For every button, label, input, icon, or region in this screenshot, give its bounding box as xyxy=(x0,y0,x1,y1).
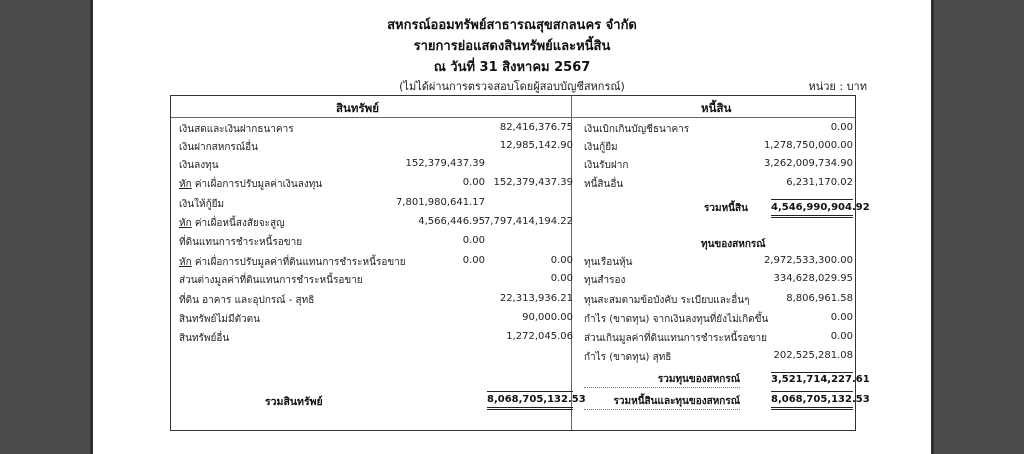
asset-label xyxy=(179,122,294,137)
liability-value: 1,278,750,000.00 xyxy=(763,140,853,151)
asset-total: 1,272,045.06 xyxy=(506,331,573,342)
asset-label-text: เงินลงทุน xyxy=(179,160,219,171)
equity-heading: ทุนของสหกรณ์ xyxy=(701,239,766,250)
asset-amount: 0.00 xyxy=(462,255,485,266)
audit-note: (ไม่ได้ผ่านการตรวจสอบโดยผู้สอบบัญชีสหกรณ์) xyxy=(399,80,625,93)
asset-label-text: ค่าเผื่อการปรับมูลค่าที่ดินแทนการชำระหนี้รอขาย xyxy=(194,257,406,268)
asset-amount: 0.00 xyxy=(462,235,485,246)
page-shadow-right xyxy=(931,0,934,454)
balance-sheet-table xyxy=(170,95,870,431)
asset-amount: 0.00 xyxy=(462,177,485,188)
asset-label-text: ที่ดินแทนการชำระหนี้รอขาย xyxy=(179,237,303,248)
less-prefix: หัก xyxy=(179,179,192,190)
equity-label: กำไร (ขาดทุน) สุทธิ xyxy=(584,352,672,363)
liability-label: หนี้สินอื่น xyxy=(584,179,624,190)
liability-value: 0.00 xyxy=(830,122,853,133)
liabilities-heading: หนี้สิน xyxy=(701,101,732,115)
asset-label xyxy=(179,273,363,288)
assets-total-label: รวมสินทรัพย์ xyxy=(265,396,323,408)
liability-value: 3,262,009,734.90 xyxy=(763,158,853,169)
grand-total-label: รวมหนี้สินและทุนของสหกรณ์ xyxy=(584,394,740,410)
unit-label: หน่วย : บาท xyxy=(808,80,867,93)
asset-label-text: สินทรัพย์ไม่มีตัวตน xyxy=(179,314,261,325)
asset-total: 12,985,142.90 xyxy=(499,140,573,151)
less-prefix: หัก xyxy=(179,218,192,229)
equity-label: ส่วนเกินมูลค่าที่ดินแทนการชำระหนี้รอขาย xyxy=(584,333,767,344)
asset-label xyxy=(179,158,219,173)
asset-amount: 4,566,446.95 xyxy=(418,216,485,227)
equity-total-value: 3,521,714,227.61 xyxy=(771,374,870,385)
asset-amount: 7,801,980,641.17 xyxy=(395,197,485,208)
asset-label-text: สินทรัพย์อื่น xyxy=(179,333,230,344)
asset-total: 90,000.00 xyxy=(522,312,573,323)
less-prefix: หัก xyxy=(179,257,192,268)
header-divider xyxy=(171,117,855,118)
equity-label: ทุนเรือนหุ้น xyxy=(584,257,633,268)
liability-label: เงินเบิกเกินบัญชีธนาคาร xyxy=(584,124,690,135)
asset-label xyxy=(179,293,314,308)
asset-total: 0.00 xyxy=(550,255,573,266)
asset-label xyxy=(179,235,302,250)
assets-heading: สินทรัพย์ xyxy=(336,101,379,115)
equity-value: 202,525,281.08 xyxy=(773,350,853,361)
asset-label xyxy=(179,177,322,192)
asset-label-text: เงินให้กู้ยืม xyxy=(179,199,225,210)
asset-label-text: ค่าเผื่อการปรับมูลค่าเงินลงทุน xyxy=(194,179,323,190)
asset-label xyxy=(179,140,258,155)
asset-label xyxy=(179,312,260,327)
asset-total: 0.00 xyxy=(550,273,573,284)
asset-total: 82,416,376.75 xyxy=(499,122,573,133)
report-date: ณ วันที่ 31 สิงหาคม 2567 xyxy=(433,60,591,75)
asset-total: 152,379,437.39 xyxy=(493,177,573,188)
asset-label-text: เงินสดและเงินฝากธนาคาร xyxy=(179,124,294,135)
asset-label-text: ที่ดิน อาคาร และอุปกรณ์ - สุทธิ xyxy=(179,295,315,306)
equity-value: 334,628,029.95 xyxy=(773,273,853,284)
asset-label xyxy=(179,216,285,231)
asset-label xyxy=(179,255,406,270)
liability-label: เงินรับฝาก xyxy=(584,160,629,171)
liability-value: 6,231,170.02 xyxy=(786,177,853,188)
document-page xyxy=(93,0,931,454)
asset-label-text: ส่วนต่างมูลค่าที่ดินแทนการชำระหนี้รอขาย xyxy=(179,275,363,286)
liabilities-total-value: 4,546,990,904.92 xyxy=(771,199,853,218)
equity-label: กำไร (ขาดทุน) จากเงินลงทุนที่ยังไม่เกิดขึ้น xyxy=(584,314,769,325)
equity-label: ทุนสำรอง xyxy=(584,275,626,286)
grand-total-value: 8,068,705,132.53 xyxy=(771,391,853,410)
liabilities-total-label: รวมหนี้สิน xyxy=(704,203,748,214)
equity-value: 8,806,961.58 xyxy=(786,293,853,304)
assets-total-value: 8,068,705,132.53 xyxy=(487,391,573,410)
equity-label: ทุนสะสมตามข้อบังคับ ระเบียบและอื่นๆ xyxy=(584,295,750,306)
asset-label-text: เงินฝากสหกรณ์อื่น xyxy=(179,142,258,153)
equity-value: 0.00 xyxy=(830,312,853,323)
equity-total-label: รวมทุนของสหกรณ์ xyxy=(584,372,740,388)
report-title: รายการย่อแสดงสินทรัพย์และหนี้สิน xyxy=(413,39,611,54)
asset-total: 22,313,936.21 xyxy=(499,293,573,304)
asset-total: 7,797,414,194.22 xyxy=(483,216,573,227)
asset-label-text: ค่าเผื่อหนี้สงสัยจะสูญ xyxy=(194,218,285,229)
liability-label: เงินกู้ยืม xyxy=(584,142,618,153)
asset-label xyxy=(179,197,224,212)
equity-value: 2,972,533,300.00 xyxy=(763,255,853,266)
equity-value: 0.00 xyxy=(830,331,853,342)
asset-amount: 152,379,437.39 xyxy=(405,158,485,169)
org-name: สหกรณ์ออมทรัพย์สาธารณสุขสกลนคร จำกัด xyxy=(387,18,637,33)
asset-label xyxy=(179,331,229,346)
